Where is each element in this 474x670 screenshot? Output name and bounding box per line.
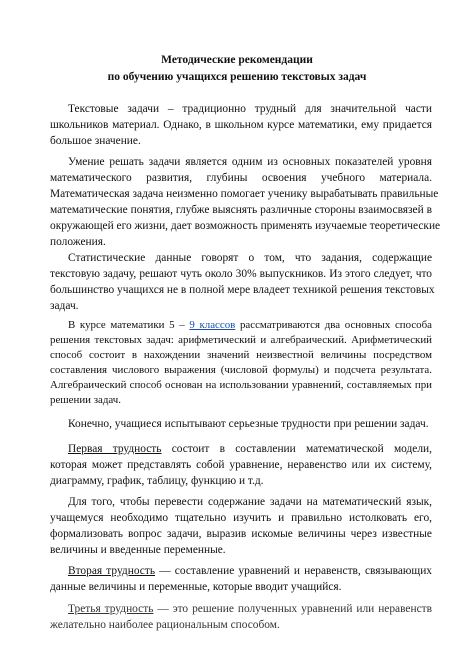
- paragraph-line: [50, 441, 432, 457]
- paragraph-line: [50, 318, 432, 333]
- paragraph-line: положения.: [50, 236, 106, 248]
- paragraph-line: желательно наиболее рациональным способом.: [50, 619, 280, 631]
- paragraph-difficulties: [50, 416, 432, 432]
- paragraph-second-difficulty: [50, 563, 432, 595]
- paragraph-methods: [50, 318, 432, 408]
- paragraph-line: составления числового выражения (числовой формулы) и подсчета результата.: [50, 364, 432, 376]
- paragraph-line: задач.: [50, 300, 79, 312]
- paragraph-line: текстовую задачу, решают чуть около 30% выпускников. Из этого следует, что: [50, 268, 432, 280]
- paragraph-line: Алгебраический способ основан на использовании уравнений, составляемых при: [50, 379, 432, 391]
- paragraph-first-difficulty: [50, 441, 432, 489]
- second-difficulty-term: Вторая трудность: [68, 565, 156, 577]
- paragraph-line: формализовать вопрос задачи, выразив искомые величины через известные: [50, 528, 432, 540]
- paragraph-line: способ состоит в нахождении значений неизвестной величины посредством: [50, 349, 432, 361]
- text-segment: — это решение полученных уравнений или неравенств: [153, 603, 432, 615]
- paragraph-line: окружающей его жизни, дает возможность применять изучаемые теоретические: [50, 220, 441, 232]
- paragraph-line: решении задач.: [50, 394, 121, 406]
- paragraph-line: большое значение.: [50, 135, 141, 147]
- paragraph-line: диаграмму, график, таблицу, функцию и т.д.: [50, 475, 264, 487]
- paragraph-line: большинство учащихся не в полной мере владеет техникой решения текстовых: [50, 284, 435, 296]
- paragraph-line: Для того, чтобы перевести содержание задачи на математический язык,: [68, 496, 432, 508]
- paragraph-line: [50, 601, 432, 617]
- paragraph-line: [50, 563, 432, 579]
- paragraph-line: которая может представлять собой уравнение, неравенство или их систему,: [50, 459, 432, 471]
- paragraph-line: решения текстовых задач: арифметический и алгебраический. Арифметический: [50, 334, 432, 346]
- text-segment: рассматриваются два основных способа: [235, 319, 432, 331]
- paragraph-statistics: [50, 250, 435, 314]
- paragraph-line: Статистические данные говорят о том, что задания, содержащие: [68, 252, 432, 264]
- first-difficulty-term: Первая трудность: [68, 443, 162, 455]
- paragraph-importance: [50, 154, 441, 250]
- paragraph-line: Конечно, учащиеся испытывают серьезные трудности при решении задач.: [68, 418, 429, 430]
- paragraph-line: величины и введенные переменные.: [50, 544, 226, 556]
- paragraph-translation: [50, 494, 432, 558]
- paragraph-line: математического развития, глубины освоения учебного материала.: [50, 172, 432, 184]
- paragraph-line: данные величины и переменные, которые вводит учащийся.: [50, 581, 342, 593]
- text-segment: — составление уравнений и неравенств, связывающих: [155, 565, 432, 577]
- paragraph-line: Текстовые задачи – традиционно трудный для значительной части: [68, 103, 432, 115]
- paragraph-line: Умение решать задачи является одним из основных показателей уровня: [68, 156, 432, 168]
- paragraph-line: школьников материал. Однако, в школьном курсе математики, ему придается: [50, 119, 432, 131]
- text-segment: состоит в составлении математической модели,: [161, 443, 432, 455]
- paragraph-third-difficulty: [50, 601, 432, 633]
- document-title-line-1: Методические рекомендации: [161, 54, 313, 66]
- grades-link[interactable]: 9 классов: [189, 319, 236, 331]
- paragraph-intro: [50, 101, 432, 149]
- paragraph-line: учащемуся необходимо тщательно изучить и правильно истолковать его,: [50, 512, 432, 524]
- third-difficulty-term: Третья трудность: [68, 603, 154, 615]
- document-title-line-2: по обучению учащихся решению текстовых задач: [107, 71, 367, 83]
- text-segment: В курсе математики 5 –: [68, 319, 190, 331]
- paragraph-line: Математическая задача неизменно помогает ученику вырабатывать правильные: [50, 188, 439, 200]
- paragraph-line: математические понятия, глубже выяснять различные стороны взаимосвязей в: [50, 204, 432, 216]
